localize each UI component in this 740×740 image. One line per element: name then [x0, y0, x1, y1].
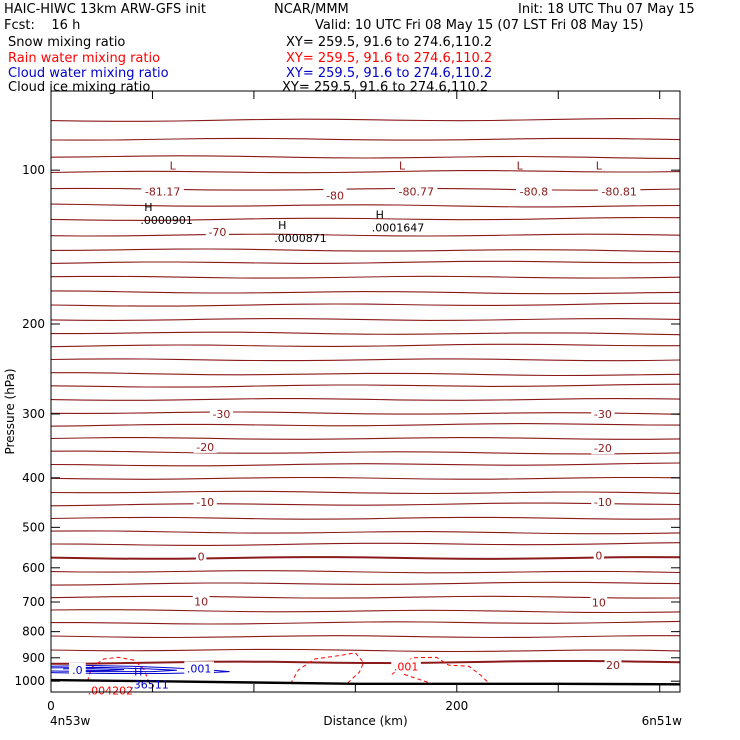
extremum-symbol: H — [278, 218, 287, 232]
rain-contour — [404, 674, 432, 683]
field-xy-snow: XY= 259.5, 91.6 to 274.6,110.2 — [286, 35, 493, 50]
header-org: NCAR/MMM — [274, 2, 349, 17]
isotherm-line — [51, 491, 680, 493]
extremum-value: .004202 — [87, 684, 134, 698]
temperature-label: -20 — [593, 442, 612, 456]
header-init: Init: 18 UTC Thu 07 May 15 — [518, 2, 695, 17]
isotherm-line — [51, 582, 680, 585]
isotherm-line — [51, 649, 680, 651]
temperature-label: -81.17 — [144, 185, 181, 199]
isotherm-line — [51, 412, 680, 414]
isotherm-line — [51, 478, 680, 480]
isotherm-line — [51, 463, 680, 466]
y-tick-label: 600 — [22, 560, 45, 575]
temperature-label: 0 — [197, 550, 205, 564]
temperature-label: 10 — [591, 596, 606, 610]
isotherm-line — [51, 138, 680, 140]
isotherm-line — [51, 438, 680, 440]
isotherm-line — [51, 119, 680, 122]
contour-labels — [69, 160, 640, 698]
temperature-label: 20 — [606, 659, 621, 673]
extremum-symbol: L — [169, 159, 176, 173]
isotherm-line — [51, 661, 680, 664]
y-tick-label: 300 — [22, 406, 45, 421]
x-start-location: 4n53w — [50, 714, 91, 728]
isotherm-line — [51, 517, 680, 519]
isotherm-line — [51, 171, 680, 173]
isotherm-line — [51, 451, 680, 454]
extremum-value: .0000901 — [140, 213, 193, 227]
temperature-label: -10 — [593, 495, 612, 509]
isotherm-line — [51, 249, 680, 252]
temperature-label: -10 — [196, 495, 215, 509]
y-tick-label: 100 — [22, 163, 45, 178]
extremum-symbol: H — [375, 208, 384, 222]
temperature-label: 10 — [194, 595, 209, 609]
extremum-value: .0001647 — [371, 221, 425, 235]
y-tick-label: 800 — [22, 624, 45, 639]
rain-label: .001 — [393, 660, 419, 674]
field-name-snow: Snow mixing ratio — [8, 35, 126, 50]
y-tick-label: 900 — [22, 650, 45, 665]
isotherm-line — [51, 261, 680, 263]
field-xy-cloud-ice: XY= 259.5, 91.6 to 274.6,110.2 — [282, 80, 489, 95]
field-name-cloud-water: Cloud water mixing ratio — [8, 66, 169, 81]
extremum-value: .36511 — [130, 678, 169, 692]
isotherm-line — [51, 399, 680, 401]
plot-frame — [51, 91, 680, 692]
isotherm-line — [51, 571, 680, 573]
field-name-cloud-ice: Cloud ice mixing ratio — [8, 80, 151, 95]
temperature-label: -80.77 — [398, 185, 434, 199]
cloud-water-label: .001 — [186, 662, 212, 676]
y-tick-label: 500 — [22, 520, 45, 535]
x-tick-label: 0 — [47, 699, 55, 713]
isotherm-line — [51, 621, 680, 624]
isotherm-line — [51, 303, 680, 306]
isotherm-line — [51, 543, 680, 546]
x-end-location: 6n51w — [641, 714, 682, 728]
x-tick-label: 200 — [445, 699, 469, 713]
cloud-water-label: .0 — [72, 663, 83, 677]
isotherm-line — [51, 291, 680, 294]
extremum-value: .0000871 — [274, 231, 327, 245]
isotherm-line — [51, 359, 680, 361]
isotherm-line — [51, 276, 680, 278]
isotherm-line — [51, 373, 680, 376]
x-axis-label: Distance (km) — [323, 714, 408, 728]
extremum-symbol: L — [516, 159, 523, 173]
temperature-label: -70 — [208, 225, 227, 239]
extremum-symbol: L — [595, 159, 602, 173]
isotherm-line — [51, 503, 680, 506]
field-xy-rain: XY= 259.5, 91.6 to 274.6,110.2 — [286, 51, 493, 66]
extremum-symbol: H — [144, 200, 153, 214]
y-tick-label: 400 — [22, 470, 45, 485]
y-tick-label: 200 — [22, 316, 45, 331]
field-name-rain: Rain water mixing ratio — [8, 51, 161, 66]
isotherm-line — [51, 424, 680, 427]
temperature-label: -20 — [196, 440, 215, 454]
temperature-label: 0 — [595, 549, 603, 563]
y-tick-label: 1000 — [14, 674, 45, 689]
axes — [3, 91, 682, 728]
isotherm-line — [51, 636, 680, 638]
rain-contour — [290, 653, 363, 684]
header-valid: Valid: 10 UTC Fri 08 May 15 (07 LST Fri 08 May 15) — [315, 18, 644, 33]
temperature-label: -30 — [212, 407, 231, 421]
temperature-label: -30 — [593, 407, 612, 421]
y-axis-label: Pressure (hPa) — [3, 368, 17, 455]
isotherm-line — [51, 234, 680, 236]
isotherm-line — [51, 384, 680, 387]
extremum-symbol: H — [134, 665, 143, 679]
temperature-label: -80.8 — [519, 185, 549, 199]
isotherm-line — [51, 596, 680, 598]
extremum-symbol: L — [398, 159, 406, 173]
header-title: HAIC-HIWC 13km ARW-GFS init — [4, 2, 206, 17]
header-fcst: Fcst: 16 h — [4, 18, 81, 33]
isotherm-line — [51, 557, 680, 559]
isotherm-line — [51, 344, 680, 346]
y-tick-label: 700 — [22, 595, 45, 610]
temperature-label: -80 — [326, 189, 345, 203]
isotherm-line — [51, 156, 680, 159]
isotherm-line — [51, 319, 680, 321]
field-xy-cloud-water: XY= 259.5, 91.6 to 274.6,110.2 — [286, 66, 493, 81]
isotherm-line — [51, 332, 680, 335]
isotherm-line — [51, 531, 680, 534]
temperature-label: -80.81 — [601, 185, 637, 199]
isotherm-line — [51, 610, 680, 613]
